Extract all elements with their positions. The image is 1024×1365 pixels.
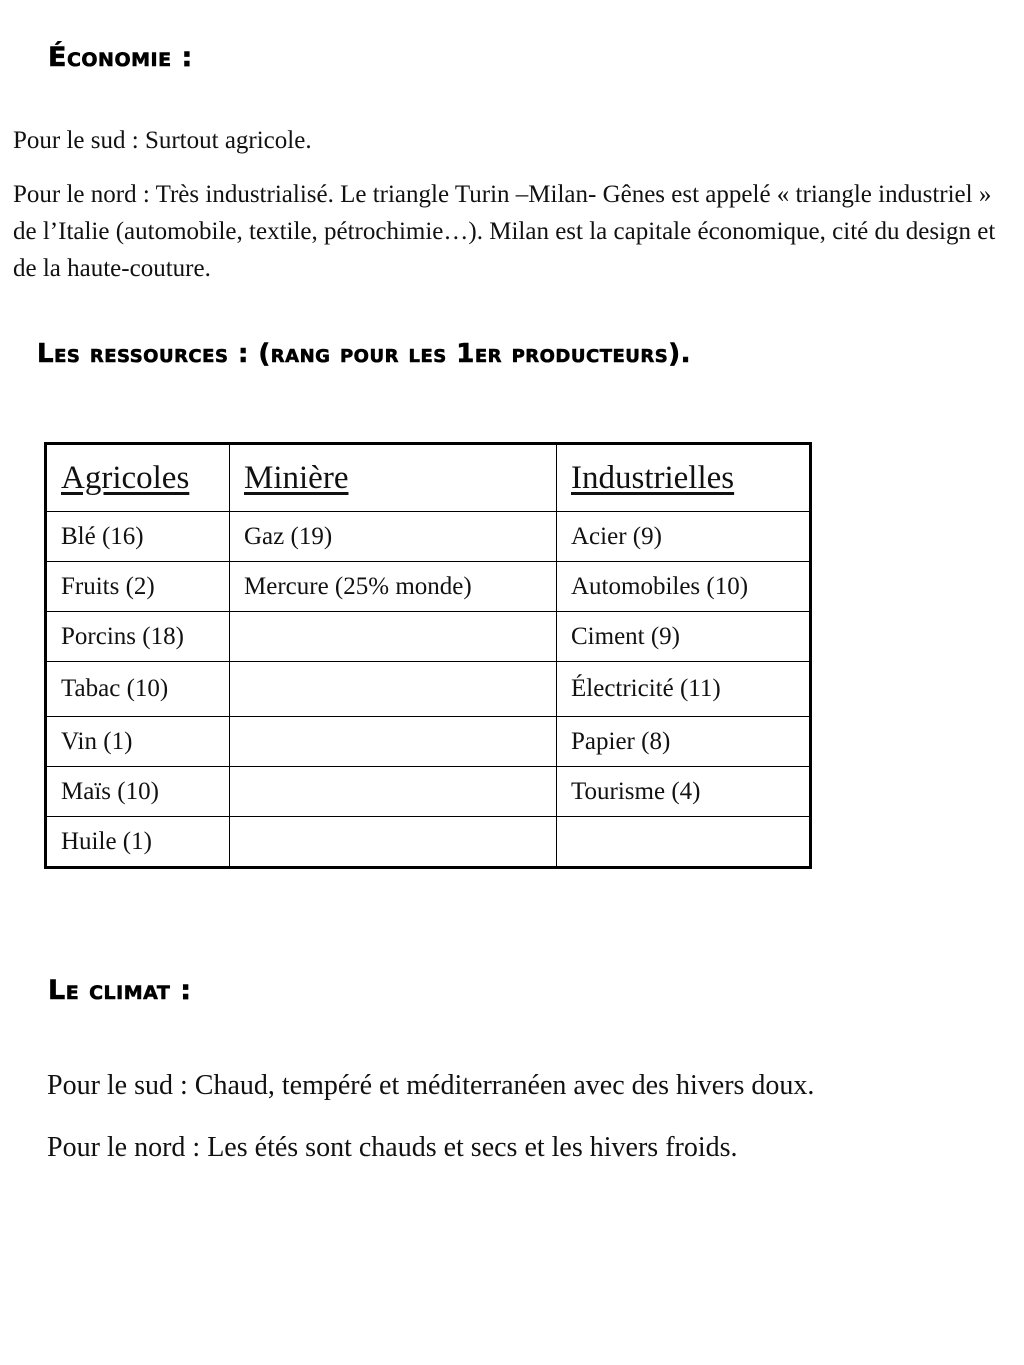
table-cell: Électricité (11) (557, 662, 811, 717)
table-cell: Huile (1) (46, 817, 230, 868)
paragraph-climat-nord: Pour le nord : Les étés sont chauds et secs et les hivers froids. (47, 1132, 738, 1163)
table-cell: Ciment (9) (557, 612, 811, 662)
table-cell: Tabac (10) (46, 662, 230, 717)
table-row (46, 817, 811, 868)
table-cell: Tourisme (4) (557, 767, 811, 817)
table-row (46, 767, 811, 817)
paragraph-economie-nord: Pour le nord : Très industrialisé. Le triangle Turin –Milan- Gênes est appelé « triangle industriel » de l’Italie (automobile, textile, pétrochimie…). Milan est la capitale économique, cité du design et de la haute-couture. (13, 181, 996, 282)
table-cell: Maïs (10) (46, 767, 230, 817)
table-row (46, 662, 811, 717)
table-cell: Fruits (2) (46, 562, 230, 612)
paragraph-climat-sud: Pour le sud : Chaud, tempéré et méditerranéen avec des hivers doux. (47, 1070, 815, 1101)
table-cell (557, 817, 811, 868)
table-cell: Automobiles (10) (557, 562, 811, 612)
table-cell (230, 767, 557, 817)
column-header-industrielles: Industrielles (557, 444, 811, 512)
table-row (46, 717, 811, 767)
table-cell (230, 662, 557, 717)
column-header-miniere: Minière (230, 444, 557, 512)
table-cell: Porcins (18) (46, 612, 230, 662)
resources-table (44, 442, 812, 869)
table-cell: Blé (16) (46, 512, 230, 562)
table-cell (230, 817, 557, 868)
table-row (46, 612, 811, 662)
column-header-agricoles: Agricoles (46, 444, 230, 512)
section-heading-ressources: Les ressources : (rang pour les 1er producteurs). (37, 339, 691, 369)
table-header-row (46, 444, 811, 512)
section-heading-economie: Économie : (48, 42, 193, 73)
section-heading-climat: Le climat : (48, 975, 192, 1006)
table-cell: Acier (9) (557, 512, 811, 562)
table-row (46, 562, 811, 612)
paragraph-economie-sud: Pour le sud : Surtout agricole. (13, 127, 312, 154)
table-cell (230, 717, 557, 767)
table-cell: Vin (1) (46, 717, 230, 767)
table-row (46, 512, 811, 562)
table-cell: Gaz (19) (230, 512, 557, 562)
table-cell: Mercure (25% monde) (230, 562, 557, 612)
table-cell: Papier (8) (557, 717, 811, 767)
table-cell (230, 612, 557, 662)
